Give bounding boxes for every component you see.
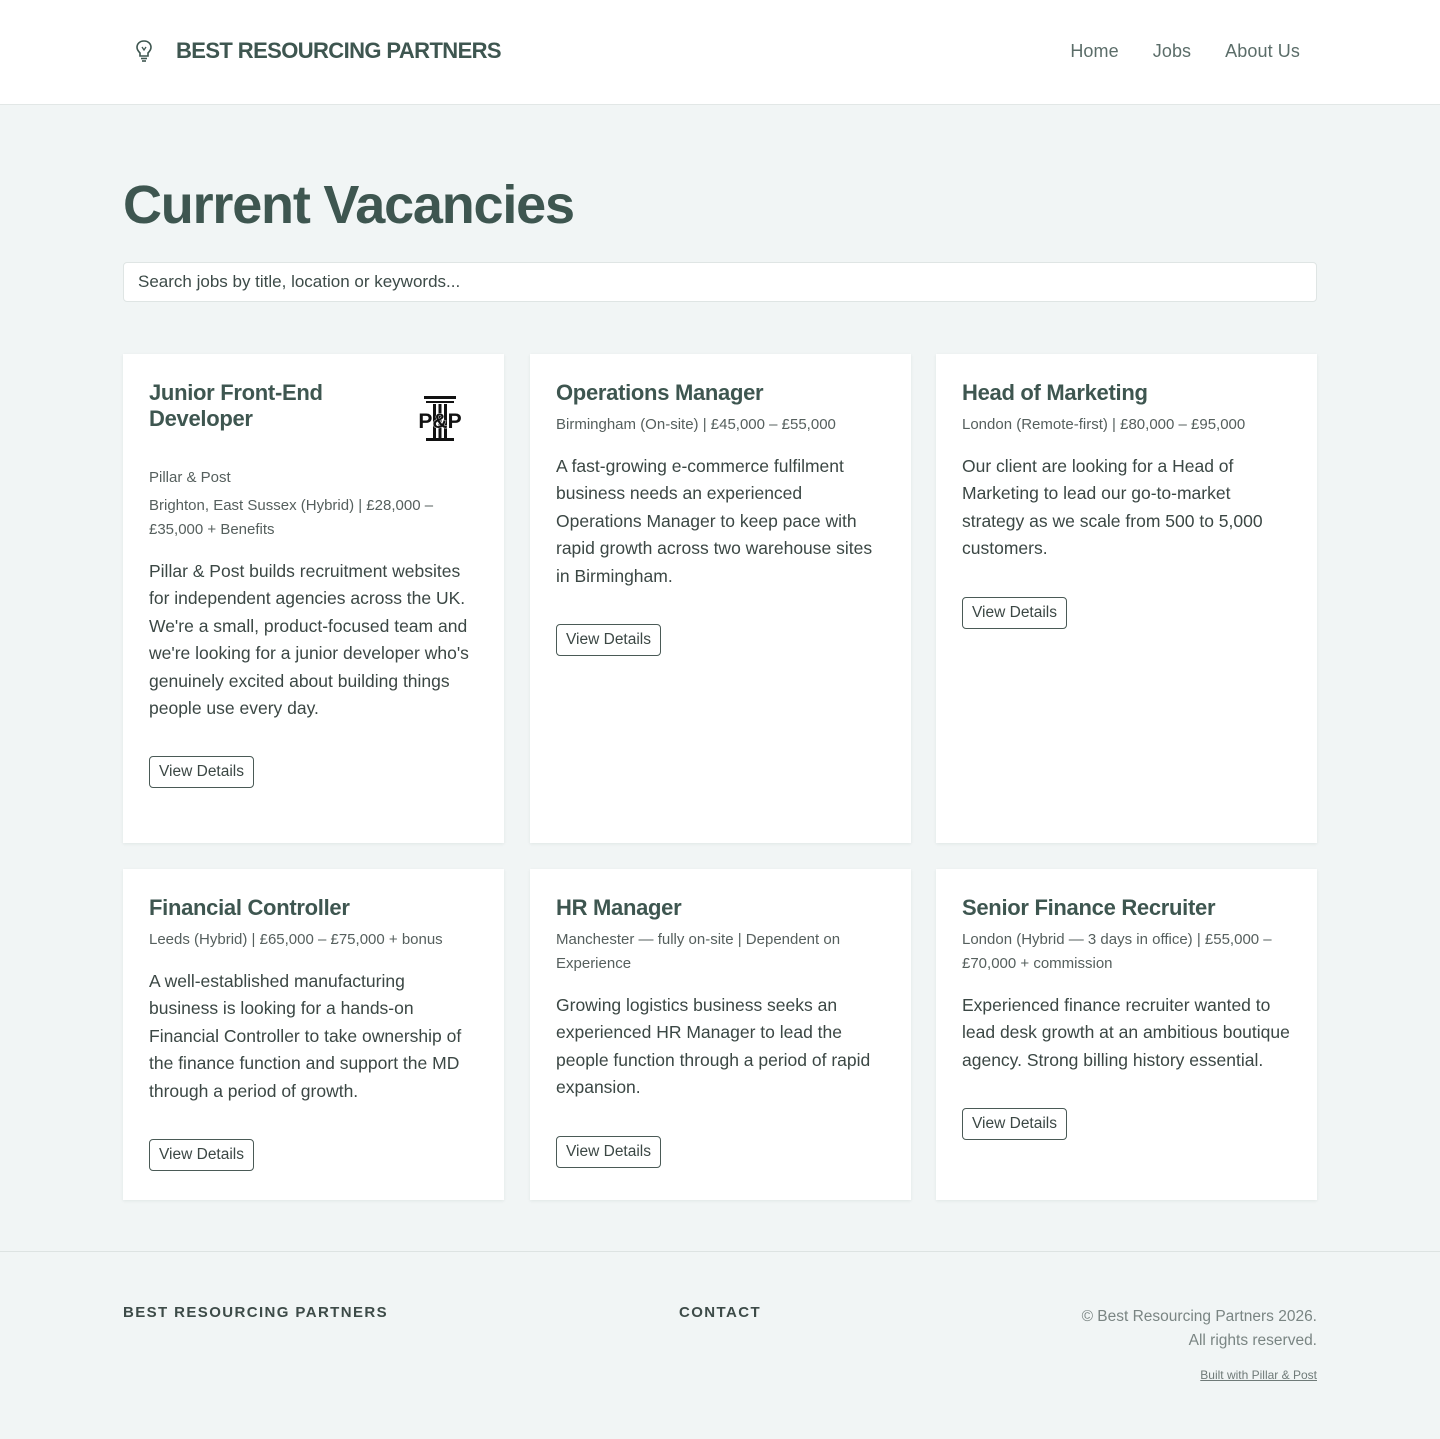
job-description: Growing logistics business seeks an experienced HR Manager to lead the people function through a period of rapid expansion. (556, 995, 871, 1098)
nav-about-us[interactable]: About Us (1225, 41, 1300, 61)
brand-link[interactable] (133, 38, 501, 64)
job-description: Pillar & Post builds recruitment websites for independent agencies across the UK. We're a small, product-focused team and we're looking for a junior developer who's genuinely excited about building things people use every day. (149, 561, 469, 719)
job-description: Our client are looking for a Head of Marketing to lead our go-to-market strategy as we scale from 500 to 5,000 customers. (962, 456, 1263, 559)
page-title: Current Vacancies (123, 175, 574, 235)
view-details-button[interactable]: View Details (556, 1136, 661, 1168)
lightbulb-icon (133, 38, 155, 64)
job-card-hr-manager (530, 869, 911, 1200)
job-card-junior-front-end-developer (123, 354, 504, 843)
job-title: Head of Marketing (962, 380, 1148, 405)
job-card-senior-finance-recruiter (936, 869, 1317, 1200)
job-title: Operations Manager (556, 380, 764, 405)
view-details-button[interactable]: View Details (149, 756, 254, 788)
view-details-button[interactable]: View Details (962, 597, 1067, 629)
search-input[interactable] (123, 262, 1317, 302)
job-meta: Leeds (Hybrid) | £65,000 – £75,000 + bonus (149, 931, 443, 948)
job-card-financial-controller (123, 869, 504, 1200)
job-meta: London (Hybrid — 3 days in office) | £55,000 – £70,000 + commission (962, 931, 1272, 972)
footer-contact-heading: CONTACT (679, 1304, 762, 1321)
view-details-button[interactable]: View Details (149, 1139, 254, 1171)
job-card-head-of-marketing (936, 354, 1317, 843)
footer-divider (0, 1251, 1440, 1252)
built-with-link[interactable]: Built with Pillar & Post (1200, 1368, 1317, 1382)
job-title: Senior Finance Recruiter (962, 895, 1216, 920)
brand-name: BEST RESOURCING PARTNERS (176, 38, 501, 63)
job-card-operations-manager (530, 354, 911, 843)
job-title: Financial Controller (149, 895, 350, 920)
job-description: A well-established manufacturing business is looking for a hands-on Financial Controller to take ownership of the finance function and support the MD through a period of growth. (149, 971, 462, 1101)
nav-home[interactable]: Home (1070, 41, 1119, 61)
job-company: Pillar & Post (149, 469, 231, 486)
job-description: Experienced finance recruiter wanted to lead desk growth at an ambitious boutique agency. Strong billing history essential. (962, 995, 1290, 1070)
job-title: HR Manager (556, 895, 682, 920)
main-nav (1070, 41, 1300, 62)
footer-copyright (1082, 1305, 1317, 1353)
job-meta: Birmingham (On-site) | £45,000 – £55,000 (556, 416, 836, 433)
view-details-button[interactable]: View Details (962, 1108, 1067, 1140)
footer-brand: BEST RESOURCING PARTNERS (123, 1304, 389, 1321)
site-header (0, 0, 1440, 105)
job-meta: London (Remote-first) | £80,000 – £95,000 (962, 416, 1246, 433)
svg-text:P&P: P&P (418, 410, 462, 433)
job-description: A fast-growing e-commerce fulfilment business needs an experienced Operations Manager to keep pace with rapid growth across two warehouse sites in Birmingham. (556, 456, 873, 586)
view-details-button[interactable]: View Details (556, 624, 661, 656)
rights-line: All rights reserved. (1188, 1332, 1317, 1349)
job-meta: Manchester — fully on-site | Dependent on Experience (556, 931, 841, 972)
job-title: Junior Front-End Developer (149, 380, 323, 431)
pillar-and-post-logo (414, 394, 466, 442)
copyright-line: © Best Resourcing Partners 2026. (1081, 1308, 1317, 1325)
nav-jobs[interactable]: Jobs (1152, 41, 1192, 61)
job-meta: Brighton, East Sussex (Hybrid) | £28,000 – £35,000 + Benefits (149, 497, 434, 538)
